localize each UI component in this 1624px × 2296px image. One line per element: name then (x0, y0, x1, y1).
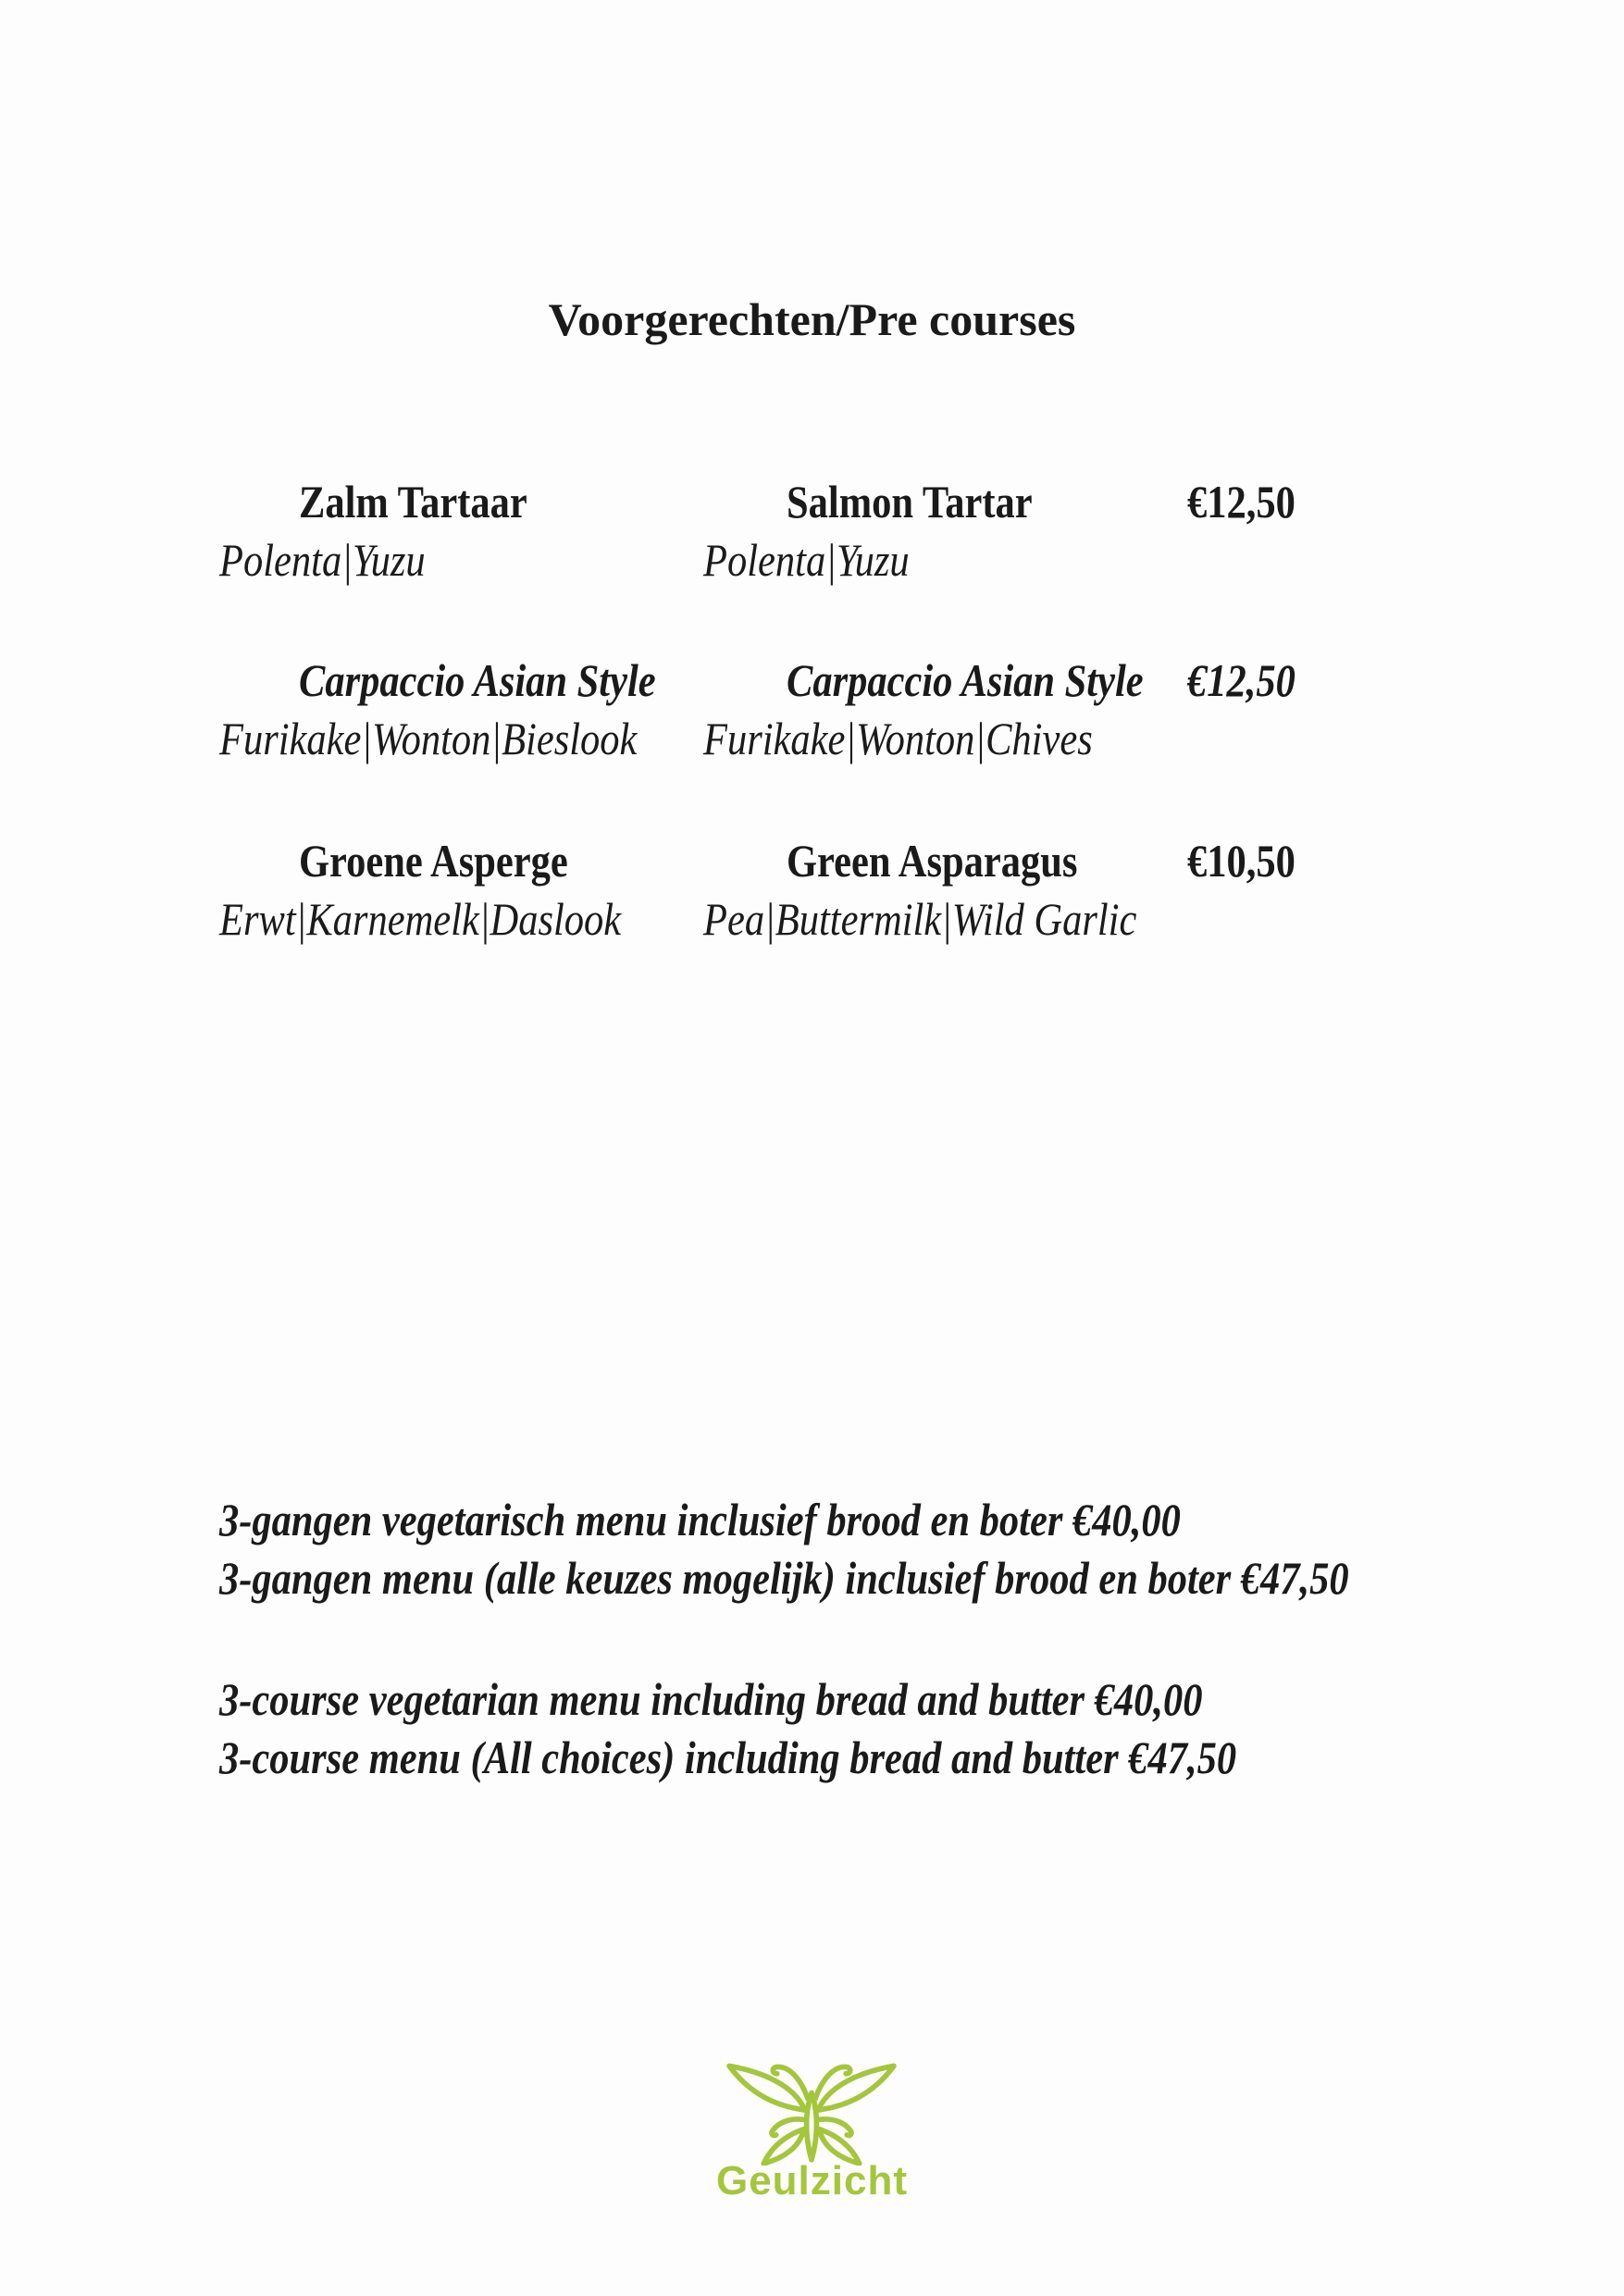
menu-item-name-en: Green Asparagus (787, 835, 1078, 887)
butterfly-icon (714, 2053, 909, 2166)
set-menu-note-english-2: 3-course menu (All choices) including bread and butter €47,50 (219, 1731, 1237, 1783)
menu-item-description-en: Pea|Buttermilk|Wild Garlic (703, 893, 1137, 945)
menu-item-name-nl: Zalm Tartaar (299, 476, 527, 527)
set-menu-note-english-1: 3-course vegetarian menu including bread and butter €40,00 (219, 1673, 1203, 1725)
menu-item-price: €10,50 (1187, 835, 1295, 887)
menu-item-price: €12,50 (1187, 654, 1295, 706)
menu-item-name-en: Carpaccio Asian Style (787, 654, 1144, 706)
restaurant-logo-text: Geulzicht (715, 2158, 909, 2203)
menu-item-price: €12,50 (1187, 476, 1295, 527)
menu-item-name-en: Salmon Tartar (787, 476, 1033, 527)
menu-item-name-nl: Groene Asperge (299, 835, 568, 887)
menu-item-description-nl: Erwt|Karnemelk|Daslook (219, 893, 622, 945)
menu-item-name-nl: Carpaccio Asian Style (299, 654, 656, 706)
menu-item-description-nl: Polenta|Yuzu (219, 534, 426, 586)
menu-item-description-nl: Furikake|Wonton|Bieslook (219, 713, 638, 764)
page-title: Voorgerechten/Pre courses (548, 293, 1076, 345)
menu-item-description-en: Polenta|Yuzu (703, 534, 910, 586)
menu-item-description-en: Furikake|Wonton|Chives (703, 713, 1093, 764)
set-menu-note-dutch-2: 3-gangen menu (alle keuzes mogelijk) inclusief brood en boter €47,50 (219, 1552, 1349, 1604)
set-menu-note-dutch-1: 3-gangen vegetarisch menu inclusief brood en boter €40,00 (219, 1494, 1181, 1545)
